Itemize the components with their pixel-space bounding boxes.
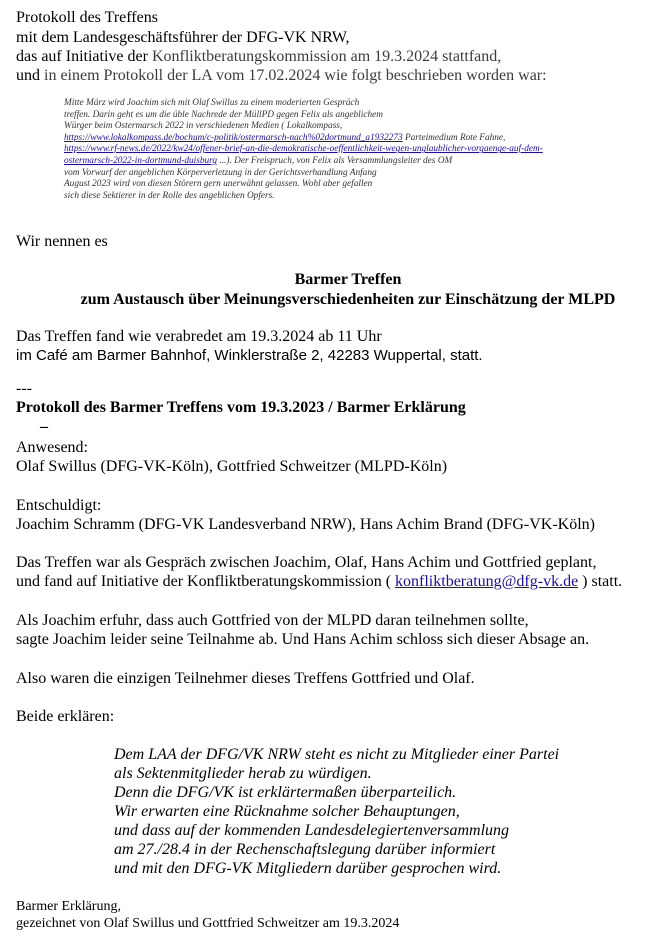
rf-news-link-part-2[interactable]: ostermarsch-2022-in-dortmund-duisburg	[64, 155, 218, 166]
anwesend-label: Anwesend:	[16, 439, 88, 456]
meeting-line-2: im Café am Barmer Bahnhof, Winklerstraße 2, 42283 Wuppertal, statt.	[16, 347, 483, 364]
quote-line-4-after: Parteimedium Rote Fahne,	[402, 132, 506, 143]
para2-line-2: sagte Joachim leider seine Teilnahme ab. Und Hans Achim schloss sich dieser Absage an.	[16, 631, 590, 648]
para1-line-1: Das Treffen war als Gespräch zwischen Joachim, Olaf, Hans Achim und Gottfried geplant,	[16, 554, 597, 571]
quote-block	[64, 98, 543, 202]
quote-line-4	[64, 133, 543, 145]
intro-line-4-b: in einem Protokoll der LA vom 17.02.2024 wie folgt beschrieben worden war:	[44, 67, 547, 84]
beide-erklaeren: Beide erklären:	[16, 708, 115, 725]
declaration-line-6: am 27./28.4 in der Rechenschaftslegung darüber informiert	[114, 841, 496, 858]
quote-line-7: vom Vorwurf der angeblichen Körperverletzung in der Gerichtsverhandlung Anfang	[64, 167, 377, 178]
email-link[interactable]: konfliktberatung@dfg-vk.de	[395, 573, 579, 590]
intro-line-1: Protokoll des Treffens	[16, 9, 158, 26]
quote-line-6	[64, 156, 543, 168]
anwesend-names: Olaf Swillus (DFG-VK-Köln), Gottfried Schweitzer (MLPD-Köln)	[16, 458, 448, 475]
meeting-line-1: Das Treffen fand wie verabredet am 19.3.2024 ab 11 Uhr	[16, 328, 382, 345]
intro-line-3	[16, 47, 501, 66]
declaration-line-2: als Sektenmitglieder herab zu würdigen.	[114, 765, 372, 782]
wir-nennen-es: Wir nennen es	[16, 233, 108, 250]
para2-line-1: Als Joachim erfuhr, dass auch Gottfried von der MLPD daran teilnehmen sollte,	[16, 612, 529, 629]
intro-line-4	[16, 66, 547, 85]
intro-line-3-a: das auf Initiative der	[16, 48, 152, 65]
declaration-line-4: Wir erwarten eine Rücknahme solcher Behauptungen,	[114, 803, 460, 820]
quote-line-8: August 2023 wird von diesen Störern gern unerwähnt gelassen. Wohl aber gefallen	[64, 179, 373, 190]
intro-line-3-b: Konfliktberatungskommission am 19.3.2024 stattfand,	[151, 48, 502, 65]
quote-line-9: sich diese Sektierer in der Rolle des angeblichen Opfers.	[64, 190, 275, 201]
entschuldigt-names: Joachim Schramm (DFG-VK Landesverband NRW), Hans Achim Brand (DFG-VK-Köln)	[16, 516, 595, 533]
quote-line-5	[64, 144, 543, 156]
quote-line-1: Mitte März wird Joachim sich mit Olaf Swillus zu einem moderierten Gespräch	[64, 98, 360, 108]
quote-line-2: treffen. Darin geht es um die üble Nachrede der MüllPD gegen Felix als angeblichem	[64, 109, 383, 120]
para1-line-2-b: ) statt.	[578, 573, 623, 590]
rf-news-link-part-1[interactable]: https://www.rf-news.de/2022/kw24/offener-brief-an-die-demokratische-oeffentlichkeit-wegen-unglaublicher-vorgaenge-auf-dem-	[64, 144, 543, 155]
footer-line-2: gezeichnet von Olaf Swillus und Gottfried Schweitzer am 19.3.2024	[16, 916, 400, 931]
entschuldigt-label: Entschuldigt:	[16, 497, 102, 514]
separator: ---	[16, 380, 32, 397]
lokalkompass-link[interactable]: https://www.lokalkompass.de/bochum/c-politik/ostermarsch-nach%02dortmund_a1932273	[64, 132, 403, 143]
heading-title: Barmer Treffen	[294, 271, 402, 288]
declaration-line-1: Dem LAA der DFG/VK NRW steht es nicht zu Mitglieder einer Partei	[114, 746, 560, 763]
title-dash: –	[40, 418, 48, 435]
protokoll-title: Protokoll des Barmer Treffens vom 19.3.2023 / Barmer Erklärung	[16, 399, 466, 416]
para1-line-2	[16, 572, 622, 591]
quote-line-3: Würger beim Ostermarsch 2022 in verschiedenen Medien ( Lokalkompass,	[64, 121, 343, 132]
footer-line-1: Barmer Erklärung,	[16, 899, 121, 914]
declaration-line-5: und dass auf der kommenden Landesdelegiertenversammlung	[114, 822, 510, 839]
declaration-line-7: und mit den DFG-VK Mitgliedern darüber gesprochen wird.	[114, 860, 502, 877]
para3: Also waren die einzigen Teilnehmer dieses Treffens Gottfried und Olaf.	[16, 670, 475, 687]
declaration-line-3: Denn die DFG/VK ist erklärtermaßen überparteilich.	[114, 784, 457, 801]
para1-line-2-a: und fand auf Initiative der Konfliktberatungskommission (	[16, 573, 396, 590]
quote-line-6-after: ...). Der Freispruch, von Felix als Versammlungsleiter des OM	[217, 155, 453, 166]
intro-line-2: mit dem Landesgeschäftsführer der DFG-VK NRW,	[16, 29, 350, 46]
heading-subtitle: zum Austausch über Meinungsverschiedenheiten zur Einschätzung der MLPD	[80, 291, 616, 308]
intro-line-4-a: und	[16, 67, 44, 84]
